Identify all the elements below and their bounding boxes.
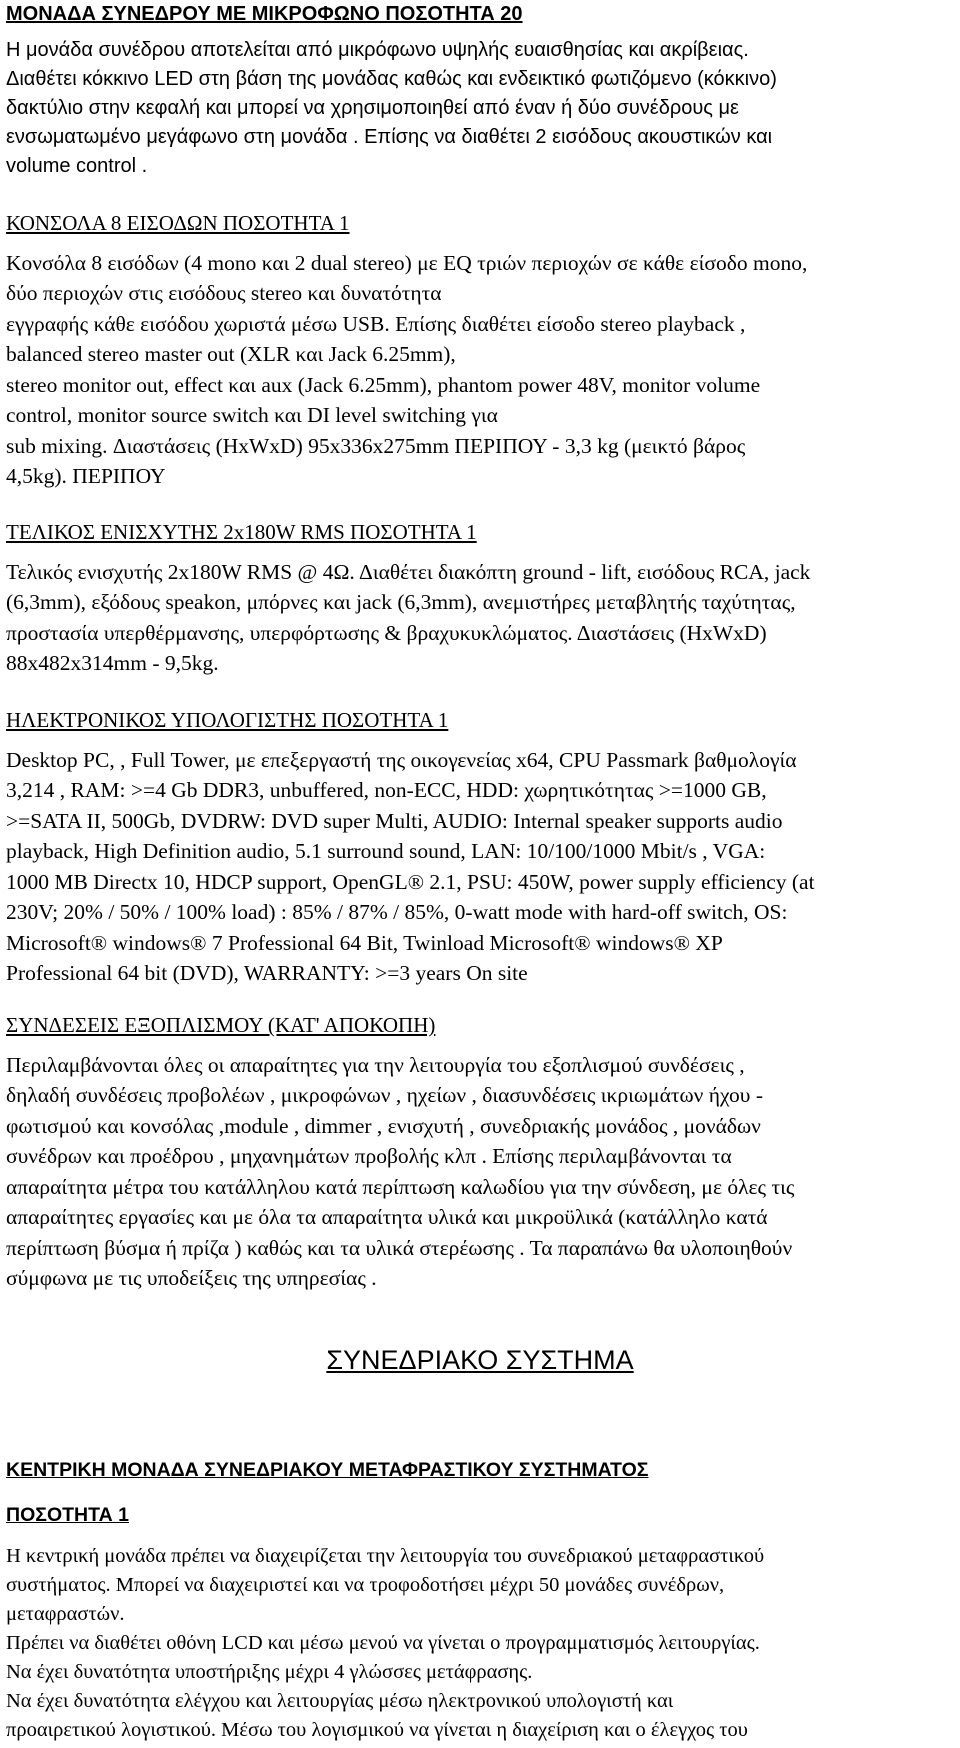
section-heading: ΤΕΛΙΚΟΣ ΕΝΙΣΧΥΤΗΣ 2x180W RMS ΠΟΣΟΤΗΤΑ 1 [6,520,477,544]
text-line: δύο περιοχών στις εισόδους stereo και δυνατότητα [6,281,442,305]
text-line: περίπτωση βύσμα ή πρίζα ) καθώς και τα υλικά στερέωσης . Τα παραπάνω θα υλοποιηθούν [6,1235,793,1260]
section-body [6,557,954,679]
text-line: Να έχει δυνατότητα ελέγχου και λειτουργίας μέσω ηλεκτρονικού υπολογιστή και [6,1690,674,1712]
text-line: Η μονάδα συνέδρου αποτελείται από μικρόφωνο υψηλής ευαισθησίας και ακρίβειας. [6,39,749,61]
text-line: Πρέπει να διαθέτει οθόνη LCD και μέσω μενού να γίνεται ο προγραμματισμός λειτουργίας. [6,1632,760,1654]
text-line: Professional 64 bit (DVD), WARRANTY: >=3 years On site [6,961,528,985]
text-line: Περιλαμβάνονται όλες οι απαραίτητες για την λειτουργία του εξοπλισμού συνδέσεις , [6,1052,745,1077]
text-line: volume control . [6,155,148,177]
text-line: ενσωματωμένο μεγάφωνο στη μονάδα . Επίσης να διαθέτει 2 εισόδους ακουστικών και [6,126,773,148]
section-subheading: ΠΟΣΟΤΗΤΑ 1 [6,1503,129,1526]
section-body [6,1542,954,1745]
section-body [6,1050,954,1294]
text-line: απαραίτητες εργασίες και με όλα τα απαραίτητα υλικά και μικροϋλικά (κατάλληλο κατά [6,1205,768,1229]
text-line: προαιρετικού λογιστικού. Μέσω του λογισμικού να γίνεται η διαχείριση και ο έλεγχος του [6,1719,748,1741]
text-line: stereo monitor out, effect και aux (Jack 6.25mm), phantom power 48V, monitor volume [6,372,761,397]
section-console [6,208,954,492]
text-line: 1000 MB Directx 10, HDCP support, OpenGL® 2.1, PSU: 450W, power supply efficiency (at [6,869,815,894]
text-line: προστασία υπερθέρμανσης, υπερφόρτωσης & βραχυκυκλώματος. Διαστάσεις (HxWxD) [6,620,767,645]
text-line: συστήματος. Μπορεί να διαχειριστεί και να τροφοδοτήσει μέχρι 50 μονάδες συνέδρων, [6,1574,725,1596]
section-heading: ΣΥΝΔΕΣΕΙΣ ΕΞΟΠΛΙΣΜΟΥ (ΚΑΤ' ΑΠΟΚΟΠΗ) [6,1013,436,1037]
text-line: 3,214 , RAM: >=4 Gb DDR3, unbuffered, non-ECC, HDD: χωρητικότητας >=1000 GB, [6,778,767,802]
text-line: φωτισμού και κονσόλας ,module , dimmer , ενισχυτή , συνεδριακής μονάδος , μονάδων [6,1113,761,1138]
text-line: δακτύλιο στην κεφαλή και μπορεί να χρησιμοποιηθεί από έναν ή δύο συνέδρους με [6,97,739,119]
text-line: συνέδρων και προέδρου , μηχανημάτων προβολής κλπ . Επίσης περιλαμβάνονται τα [6,1144,732,1168]
text-line: 230V; 20% / 50% / 100% load) : 85% / 87% / 85%, 0-watt mode with hard-off switch, OS: [6,900,788,924]
section-central-unit [6,1455,954,1745]
section-amplifier [6,517,954,679]
text-line: Διαθέτει κόκκινο LED στη βάση της μονάδας καθώς και ενδεικτικό φωτιζόμενο (κόκκινο) [6,68,777,90]
section-heading: ΚΟΝΣΟΛΑ 8 ΕΙΣΟΔΩΝ ΠΟΣΟΤΗΤΑ 1 [6,211,350,235]
section-heading: ΗΛΕΚΤΡΟΝΙΚΟΣ ΥΠΟΛΟΓΙΣΤΗΣ ΠΟΣΟΤΗΤΑ 1 [6,708,449,732]
text-line: >=SATA II, 500Gb, DVDRW: DVD super Multi, AUDIO: Internal speaker supports audio [6,808,783,833]
section-body [6,745,954,989]
text-line: Κονσόλα 8 εισόδων (4 mono και 2 dual stereo) με EQ τριών περιοχών σε κάθε είσοδο mono, [6,250,808,275]
text-line: 88x482x314mm - 9,5kg. [6,651,219,675]
text-line: sub mixing. Διαστάσεις (HxWxD) 95x336x275mm ΠΕΡΙΠΟΥ - 3,3 kg (μεικτό βάρος [6,433,746,458]
text-line: control, monitor source switch και DI level switching για [6,403,498,427]
section-body [6,248,954,492]
section-connections [6,1010,954,1294]
text-line: 4,5kg). ΠΕΡΙΠΟΥ [6,464,166,488]
section-body [6,36,954,181]
text-line: playback, High Definition audio, 5.1 surround sound, LAN: 10/100/1000 Mbit/s , VGA: [6,839,766,863]
text-line: μεταφραστών. [6,1603,125,1625]
text-line: σύμφωνα με τις υποδείξεις της υπηρεσίας . [6,1266,377,1290]
text-line: Τελικός ενισχυτής 2x180W RMS @ 4Ω. Διαθέτει διακόπτη ground - lift, εισόδους RCA, jack [6,559,811,584]
system-title: ΣΥΝΕΔΡΙΑΚΟ ΣΥΣΤΗΜΑ [326,1345,634,1375]
text-line: (6,3mm), εξόδους speakon, μπόρνες και jack (6,3mm), ανεμιστήρες μεταβλητής ταχύτητας, [6,590,796,614]
text-line: balanced stereo master out (XLR και Jack 6.25mm), [6,342,456,366]
text-line: εγγραφής κάθε εισόδου χωριστά μέσω USB. Επίσης διαθέτει είσοδο stereo playback , [6,311,746,336]
text-line: απαραίτητα μέτρα του κατάλληλου κατά περίπτωση καλωδίου για την σύνδεση, με όλες τις [6,1174,795,1199]
section-computer [6,705,954,989]
section-heading: ΚΕΝΤΡΙΚΗ ΜΟΝΑΔΑ ΣΥΝΕΔΡΙΑΚΟΥ ΜΕΤΑΦΡΑΣΤΙΚΟΥ ΣΥΣΤΗΜΑΤΟΣ [6,1459,649,1481]
text-line: δηλαδή συνδέσεις προβολέων , μικροφώνων , ηχείων , διασυνδέσεις ικριωμάτων ήχου - [6,1083,763,1107]
text-line: Microsoft® windows® 7 Professional 64 Bit, Twinload Microsoft® windows® XP [6,930,723,955]
section-heading: ΜΟΝΑΔΑ ΣΥΝΕΔΡΟΥ ΜΕ ΜΙΚΡΟΦΩΝΟ ΠΟΣΟΤΗΤΑ 20 [6,3,523,25]
text-line: Να έχει δυνατότητα υποστήριξης μέχρι 4 γλώσσες μετάφρασης. [6,1661,533,1683]
text-line: Η κεντρική μονάδα πρέπει να διαχειρίζεται την λειτουργία του συνεδριακού μεταφραστικού [6,1545,765,1567]
section-conference-unit [6,0,954,181]
text-line: Desktop PC, , Full Tower, με επεξεργαστή της οικογενείας x64, CPU Passmark βαθμολογία [6,747,797,772]
